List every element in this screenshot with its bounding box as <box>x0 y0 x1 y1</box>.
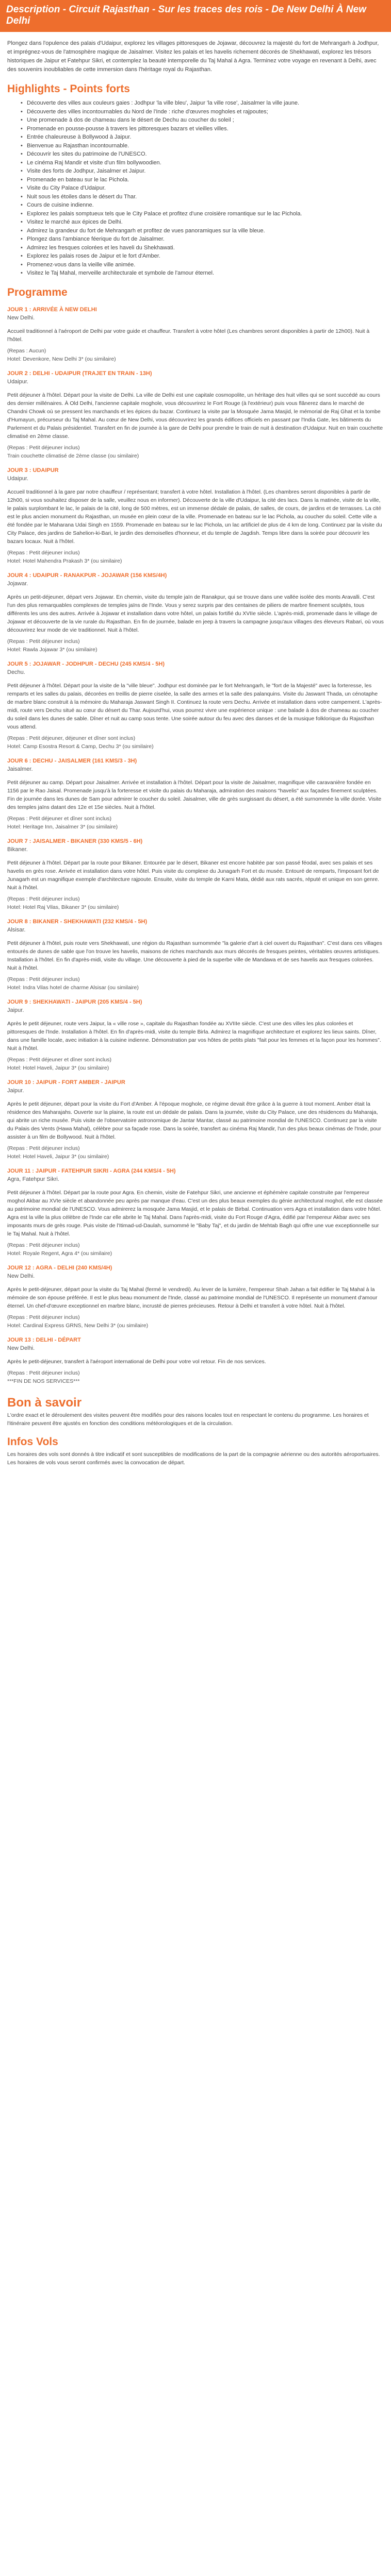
day-location: Jojawar. <box>7 580 28 587</box>
day-block <box>7 998 384 1072</box>
day-meals: (Repas : Petit déjeuner inclus) <box>7 1242 80 1248</box>
highlight-item: • Bienvenue au Rajasthan incontournable. <box>21 142 384 150</box>
highlight-item: • Promenade en pousse-pousse à travers les pittoresques bazars et vieilles villes. <box>21 125 384 133</box>
highlight-item: • Visite des forts de Jodhpur, Jaisalmer et Jaipur. <box>21 167 384 176</box>
day-meals: (Repas : Petit déjeuner inclus) <box>7 444 80 451</box>
highlight-item: • Nuit sous les étoiles dans le désert du Thar. <box>21 193 384 201</box>
good-to-know-text: L'ordre exact et le déroulement des visites peuvent être modifiés pour des raisons locales tout en respectant le contenu du programme. Les horaires et l'itinéraire peuvent être ajustés en fonction des conditions météorologiques et de la circulation. <box>7 1412 369 1427</box>
highlight-item: • Une promenade à dos de chameau dans le désert de Dechu au coucher du soleil ; <box>21 116 384 125</box>
day-title: JOUR 4 : UDAIPUR - RANAKPUR - JOJAWAR (156 KMS/4H) <box>7 572 167 579</box>
day-title: JOUR 7 : JAISALMER - BIKANER (330 KMS/5 - 6H) <box>7 838 143 844</box>
day-meals: (Repas : Petit déjeuner inclus) <box>7 895 80 902</box>
day-location: Udaipur. <box>7 378 28 385</box>
day-hotel: Hotel: Rawla Jojawar 3* (ou similaire) <box>7 646 97 653</box>
day-location: Jaipur. <box>7 1087 24 1094</box>
day-title: JOUR 2 : DELHI - UDAIPUR (TRAJET EN TRAIN - 13H) <box>7 370 152 377</box>
program-heading: Programme <box>7 286 68 298</box>
day-block <box>7 837 384 911</box>
day-description: Après un petit-déjeuner, départ vers Jojawar. En chemin, visite du temple jaïn de Ranakpur, qui se trouve dans une vallée isolée des monts Aravalli. C'est l'un des plus remarquables complexes de temples jaïns de l'Inde. Vous y serez surpris par des centaines de piliers de marbre finement sculptés, tous différents les uns des autres. Arrivée à Jojawar et installation dans votre hôtel, un palais fortifié du XVIIe siècle. L'après-midi, promenade dans le village de Jojawar et découverte de la vie rurale du Rajasthan. En fin de journée, balade en jeep à travers la campagne jusqu'aux villages des éleveurs Rabari, où vous découvrirez leur mode de vie traditionnel. Nuit à l'hôtel. <box>7 594 384 633</box>
day-meals: (Repas : Petit déjeuner, déjeuner et dîner sont inclus) <box>7 735 136 741</box>
day-meals: (Repas : Petit déjeuner inclus) <box>7 1145 80 1151</box>
day-block <box>7 1078 384 1161</box>
highlight-item: • Visitez le Taj Mahal, merveille architecturale et symbole de l'amour éternel. <box>21 269 384 278</box>
day-meals: (Repas : Petit déjeuner inclus) <box>7 1314 80 1320</box>
highlight-item: • Explorez les palais roses de Jaipur et le fort d'Amber. <box>21 252 384 261</box>
day-meals: (Repas : Petit déjeuner inclus) <box>7 1369 80 1376</box>
highlight-item: • Promenade en bateau sur le lac Pichola. <box>21 176 384 184</box>
day-block <box>7 466 384 565</box>
highlight-item: • Découverte des villes incontournables du Nord de l'Inde : riche d'œuvres mogholes et rajpoutes; <box>21 108 384 116</box>
highlight-item: • Admirez les fresques colorées et les haveli du Shekhawati. <box>21 244 384 252</box>
day-location: Agra, Fatehpur Sikri. <box>7 1176 59 1182</box>
day-description: Petit déjeuner à l'hôtel. Départ par la route pour Agra. En chemin, visite de Fatehpur Sikri, une ancienne et éphémère capitale construite par l'empereur moghol Akbar au XVIe siècle et abandonnée peu après par manque d'eau. C'est un des plus beaux exemples du génie architectural moghol, elle est classée au patrimoine mondial de l'UNESCO. Vous admirerez la mosquée Jama Masjid, et le palais de Birbal. Continuation vers Agra et installation dans votre hôtel. Agra est la ville la plus célèbre de l'Inde car elle abrite le Taj Mahal. Dans l'après-midi, visite du Fort Rouge d'Agra, édifié par l'empereur Akbar avec ses imposants murs de grès rouge. Puis visite de l'Itimad-ud-Daulah, surnommé le "Baby Taj", et du jardin de Mehtab Bagh qui offre une vue exceptionnelle sur le Taj Mahal. Nuit à l'hôtel. <box>7 1189 383 1237</box>
day-block <box>7 660 384 751</box>
day-title: JOUR 10 : JAIPUR - FORT AMBER - JAIPUR <box>7 1079 125 1086</box>
flight-info-text: Les horaires des vols sont donnés à titre indicatif et sont susceptibles de modifications de la part de la compagnie aérienne ou des autorités aéroportuaires. Les horaires de vols vous seront confirmés avec la convocation de départ. <box>7 1451 380 1466</box>
day-block <box>7 571 384 654</box>
day-block <box>7 369 384 460</box>
day-location: Dechu. <box>7 669 25 675</box>
day-block <box>7 306 384 363</box>
page-title: Description - Circuit Rajasthan - Sur les traces des rois - De New Delhi À New Delhi <box>0 0 391 32</box>
day-location: New Delhi. <box>7 314 35 321</box>
day-description: Petit déjeuner au camp. Départ pour Jaisalmer. Arrivée et installation à l'hôtel. Départ pour la visite de Jaisalmer, magnifique ville caravanière fondée en 1156 par le Rao Jaisal. Promenade jusqu'à la forteresse et visite du palais du Maharaja, admiration des maisons "havelis" aux façades finement sculptées. Fin de journée dans les dunes de Sam pour admirer le coucher du soleil. Jaisalmer, ville de grès surgissant du désert, a été surnommée la ville dorée. Visite des temples jaïns datant des 12e et 15e siècles. Nuit à l'hôtel. <box>7 779 382 810</box>
highlight-item: • Promenez-vous dans la vieille ville animée. <box>21 261 384 269</box>
program-days <box>0 306 391 1385</box>
day-description: Petit déjeuner à l'hôtel. Départ pour la visite de Delhi. La ville de Delhi est une capitale cosmopolite, un héritage des huit villes qui se sont succédé au cours des dernier millénaires. À Old Delhi, l'ancienne capitale moghole, vous découvrirez le Fort Rouge (à l'extérieur) puis vous flânerez dans le marché de Chandni Chowk où se pressent les marchands et les épices du bazar. Continuez la visite par la Mosquée Jama Masjid, le mémorial de Raj Ghat et la tombe d'Humayun, précurseur du Taj Mahal. Au cœur de New Delhi, vous découvrirez les grands édifices officiels en passant par l'India Gate, les bâtiments du Parlement et du Palais présidentiel. Transfert en fin de journée à la gare de Delhi pour prendre le train de nuit à destination d'Udaipur. Nuit en train couchette climatisé en 2ème classe. <box>7 392 383 439</box>
day-title: JOUR 9 : SHEKHAWATI - JAIPUR (205 KMS/4 - 5H) <box>7 998 142 1005</box>
day-block <box>7 1336 384 1385</box>
highlight-item: • Découvrir les sites du patrimoine de l'UNESCO. <box>21 150 384 159</box>
day-title: JOUR 8 : BIKANER - SHEKHAWATI (232 KMS/4 - 5H) <box>7 918 148 925</box>
day-hotel: Train couchette climatisé de 2ème classe (ou similaire) <box>7 452 139 459</box>
day-meals: (Repas : Petit déjeuner et dîner sont inclus) <box>7 1056 111 1063</box>
day-description: Petit déjeuner à l'hôtel, puis route vers Shekhawati, une région du Rajasthan surnommée "la galerie d'art à ciel ouvert du Rajasthan". C'est dans ces villages entourés de dunes de sable que l'on trouve les havelis, maisons de riches marchands aux murs décorés de fresques peintes, véritables œuvres artistiques. Installation à l'hôtel. En fin d'après-midi, visite du village. Une découverte à pied de la superbe ville de Mandawa et de ses havelis aux fresques colorées. Nuit à l'hôtel. <box>7 940 382 971</box>
day-description: Petit déjeuner à l'hôtel. Départ pour la visite de la "ville bleue". Jodhpur est dominée par le fort Mehrangarh, le "fort de la Majesté" avec la forteresse, les remparts et les salles du palais, décorées en treillis de pierre ciselée, la salle des armes et la salle des palanquins. Visite du Jaswant Thada, un cénotaphe de marbre blanc construit à la mémoire du Maharaja Jaswant Singh II. Continuez la route vers Dechu. Arrivée et installation dans votre campement. L'après-midi, route vers Dechu situé au cœur du désert du Thar. Aujourd'hui, vous pourrez vivre une expérience unique : une balade à dos de chameau au coucher du soleil dans les dunes de sable. Dîner et nuit au camp sous tente. Une soirée autour du feu avec des danses et de la musique folklorique du Rajasthan vous attend. <box>7 682 382 730</box>
day-title: JOUR 3 : UDAIPUR <box>7 467 59 473</box>
day-hotel: Hotel: Royale Regent, Agra 4* (ou similaire) <box>7 1250 112 1257</box>
flight-info-heading: Infos Vols <box>7 1435 58 1448</box>
day-title: JOUR 6 : DECHU - JAISALMER (161 KMS/3 - 3H) <box>7 757 137 764</box>
day-location: New Delhi. <box>7 1273 35 1279</box>
day-title: JOUR 1 : ARRIVÉE À NEW DELHI <box>7 306 97 313</box>
day-hotel: Hotel: Hotel Haveli, Jaipur 3* (ou similaire) <box>7 1153 109 1160</box>
day-location: Udaipur. <box>7 475 28 482</box>
day-block <box>7 757 384 831</box>
day-title: JOUR 11 : JAIPUR - FATEHPUR SIKRI - AGRA (244 KMS/4 - 5H) <box>7 1167 176 1174</box>
highlight-item: • Explorez les palais somptueux tels que le City Palace et profitez d'une croisière romantique sur le lac Pichola. <box>21 210 384 218</box>
day-title: JOUR 5 : JOJAWAR - JODHPUR - DECHU (245 KMS/4 - 5H) <box>7 660 165 667</box>
day-hotel: Hotel: Devenkore, New Delhi 3* (ou similaire) <box>7 355 116 362</box>
day-description: Après le petit déjeuner, départ pour la visite du Fort d'Amber. À l'époque moghole, ce régime devait être grâce à la guerre à tout moment. Amber était la résidence des Maharajahs. Ouverte sur la plaine, la route est un dédale de palais. Dans la journée, visite du City Palace, une des résidences du Maharaja, qui abrite un riche musée. Puis visite de l'observatoire astronomique de Jantar Mantar, classé au patrimoine mondial de l'UNESCO. Continuez par la visite du Palais des Vents (Hawa Mahal), célèbre pour sa façade rose. Dans la soirée, transfert au cinéma Raj Mandir, l'un des plus beaux cinémas de l'Inde, pour assister à un film de Bollywood. Nuit à l'hôtel. <box>7 1100 381 1140</box>
day-location: Alsisar. <box>7 926 26 933</box>
highlight-item: • Cours de cuisine indienne. <box>21 201 384 210</box>
day-meals: (Repas : Petit déjeuner inclus) <box>7 549 80 556</box>
good-to-know-heading: Bon à savoir <box>7 1395 82 1410</box>
day-description: Accueil traditionnel à la gare par notre chauffeur / représentant; transfert à votre hôtel. Installation à l'hôtel. (Les chambres seront disponibles à partir de 12h00, si vous souhaitez disposer de la salle, veuillez nous en informer). Découverte de la ville d'Udaipur, la cité des lacs. Dans la matinée, visite de la ville, le palais surplombant le lac, le palais de la cité, long de 500 mètres, est un immense dédale de palais, de salles, de cours, de jardins et de terrasses. La cité est le plus ancien monument du Rajasthan, un musée en plein cœur de la ville. Promenade en bateau sur le lac Pichola, au coucher du soleil. Cette ville a été fondée par le Maharana Udai Singh en 1559. Promenade en bateau sur le lac Pichola, un lac artificiel de plus de 4 km de long. Continuez par la visite du City Palace, des jardins de Sahelion-ki-Bari, le jardin des demoiselles d'honneur, et du temple de Jagdish. Temps libre dans la soirée pour découvrir les bazars locaux. Nuit à l'hôtel. <box>7 488 382 545</box>
day-description: Petit déjeuner à l'hôtel. Départ par la route pour Bikaner. Entourée par le désert, Bikaner est encore habitée par son passé féodal, avec ses palais et ses havelis en grès rose. Arrivée et installation dans votre hôtel. Puis visite du complexe du Junagarh Fort et du musée. Entouré de remparts, l'imposant fort de Junagarh est un magnifique exemple d'architecture rajpoute. Ensuite, visite du temple de Karni Mata, dédié aux rats sacrés, réputé et unique en son genre. Nuit à l'hôtel. <box>7 859 380 891</box>
day-hotel: Hotel: Hotel Mahendra Prakash 3* (ou similaire) <box>7 557 122 564</box>
day-description: Après le petit-déjeuner, départ pour la visite du Taj Mahal (fermé le vendredi). Au lever de la lumière, l'empereur Shah Jahan a fait édifier le Taj Mahal à la mémoire de son épouse préférée. Il est le plus beau monument de l'Inde, classé au patrimoine mondial de l'UNESCO. Il représente un monument d'amour éternel. Un chef-d'œuvre exceptionnel en marbre blanc, incrusté de pierres précieuses. Retour à Delhi et transfert à votre hôtel. Nuit à l'hôtel. <box>7 1286 378 1309</box>
day-title: JOUR 12 : AGRA - DELHI (240 KMS/4H) <box>7 1264 112 1271</box>
highlight-item: • Entrée chaleureuse à Bollywood à Jaipur. <box>21 133 384 142</box>
highlights-list <box>21 99 384 278</box>
highlight-item: • Visitez le marché aux épices de Delhi. <box>21 218 384 227</box>
day-meals: (Repas : Petit déjeuner inclus) <box>7 976 80 982</box>
day-block <box>7 918 384 992</box>
day-location: Jaisalmer. <box>7 766 33 772</box>
highlight-item: • Le cinéma Raj Mandir et visite d'un film bollywoodien. <box>21 159 384 167</box>
day-hotel: Hotel: Hotel Raj Vilas, Bikaner 3* (ou similaire) <box>7 904 119 910</box>
day-meals: (Repas : Petit déjeuner et dîner sont inclus) <box>7 815 111 822</box>
day-location: Bikaner. <box>7 846 28 853</box>
day-meals: (Repas : Petit déjeuner inclus) <box>7 638 80 645</box>
highlight-item: • Plongez dans l'ambiance féerique du fort de Jaisalmer. <box>21 235 384 244</box>
highlight-item: • Admirez la grandeur du fort de Mehrangarh et profitez de vues panoramiques sur la ville bleue. <box>21 227 384 235</box>
highlight-item: • Visite du City Palace d'Udaipur. <box>21 184 384 193</box>
intro-paragraph: Plongez dans l'opulence des palais d'Udaipur, explorez les villages pittoresques de Jojawar, découvrez la majesté du fort de Mehrangarh à Jodhpur, et imprégnez-vous de l'atmosphère magique de Jaisalmer. Visitez les palais et les havelis richement décorés de Shekhawati, explorez les trésors historiques de Jaipur et Fatehpur Sikri, et contemplez la beauté intemporelle du Taj Mahal à Agra. Terminez votre voyage en revenant à Delhi, avec des souvenirs inoubliables de cette immersion dans l'héritage royal du Rajasthan. <box>7 40 379 73</box>
day-description: Après le petit-déjeuner, transfert à l'aéroport international de Delhi pour votre vol retour. Fin de nos services. <box>7 1358 266 1365</box>
day-hotel: ***FIN DE NOS SERVICES*** <box>7 1378 80 1384</box>
day-meals: (Repas : Aucun) <box>7 347 46 354</box>
day-hotel: Hotel: Hotel Haveli, Jaipur 3* (ou similaire) <box>7 1064 109 1071</box>
day-hotel: Hotel: Indra Vilas hotel de charme Alsisar (ou similaire) <box>7 984 139 991</box>
day-block <box>7 1167 384 1258</box>
day-title: JOUR 13 : DELHI - DÉPART <box>7 1336 81 1343</box>
highlights-heading: Highlights - Points forts <box>7 83 130 95</box>
day-description: Accueil traditionnel à l'aéroport de Delhi par votre guide et chauffeur. Transfert à votre hôtel (Les chambres seront disponibles à partir de 12h00). Nuit à l'hôtel. <box>7 328 370 343</box>
day-description: Après le petit déjeuner, route vers Jaipur, la « ville rose », capitale du Rajasthan fondée au XVIIIe siècle. C'est une des villes les plus colorées et pittoresques de l'Inde. Installation à l'hôtel. En fin d'après-midi, visite du temple Birla. Admirez la magnifique architecture et explorez les lieux saints. Dîner, dans une famille locale, avec initiation à la cuisine indienne. Démonstration par vos hôtes de petits plats "fait pour les femmes et la façon pour les hommes". Nuit à l'hôtel. <box>7 1020 381 1052</box>
day-hotel: Hotel: Camp Esostra Resort & Camp, Dechu 3* (ou similaire) <box>7 743 154 750</box>
day-block <box>7 1264 384 1330</box>
day-location: New Delhi. <box>7 1345 35 1351</box>
day-location: Jaipur. <box>7 1007 24 1013</box>
day-hotel: Hotel: Cardinal Express GRNS, New Delhi 3* (ou similaire) <box>7 1322 149 1329</box>
highlight-item: • Découverte des villes aux couleurs gaies : Jodhpur 'la ville bleu', Jaipur 'la ville rose', Jaisalmer la ville jaune. <box>21 99 384 108</box>
day-hotel: Hotel: Heritage Inn, Jaisalmer 3* (ou similaire) <box>7 823 118 830</box>
